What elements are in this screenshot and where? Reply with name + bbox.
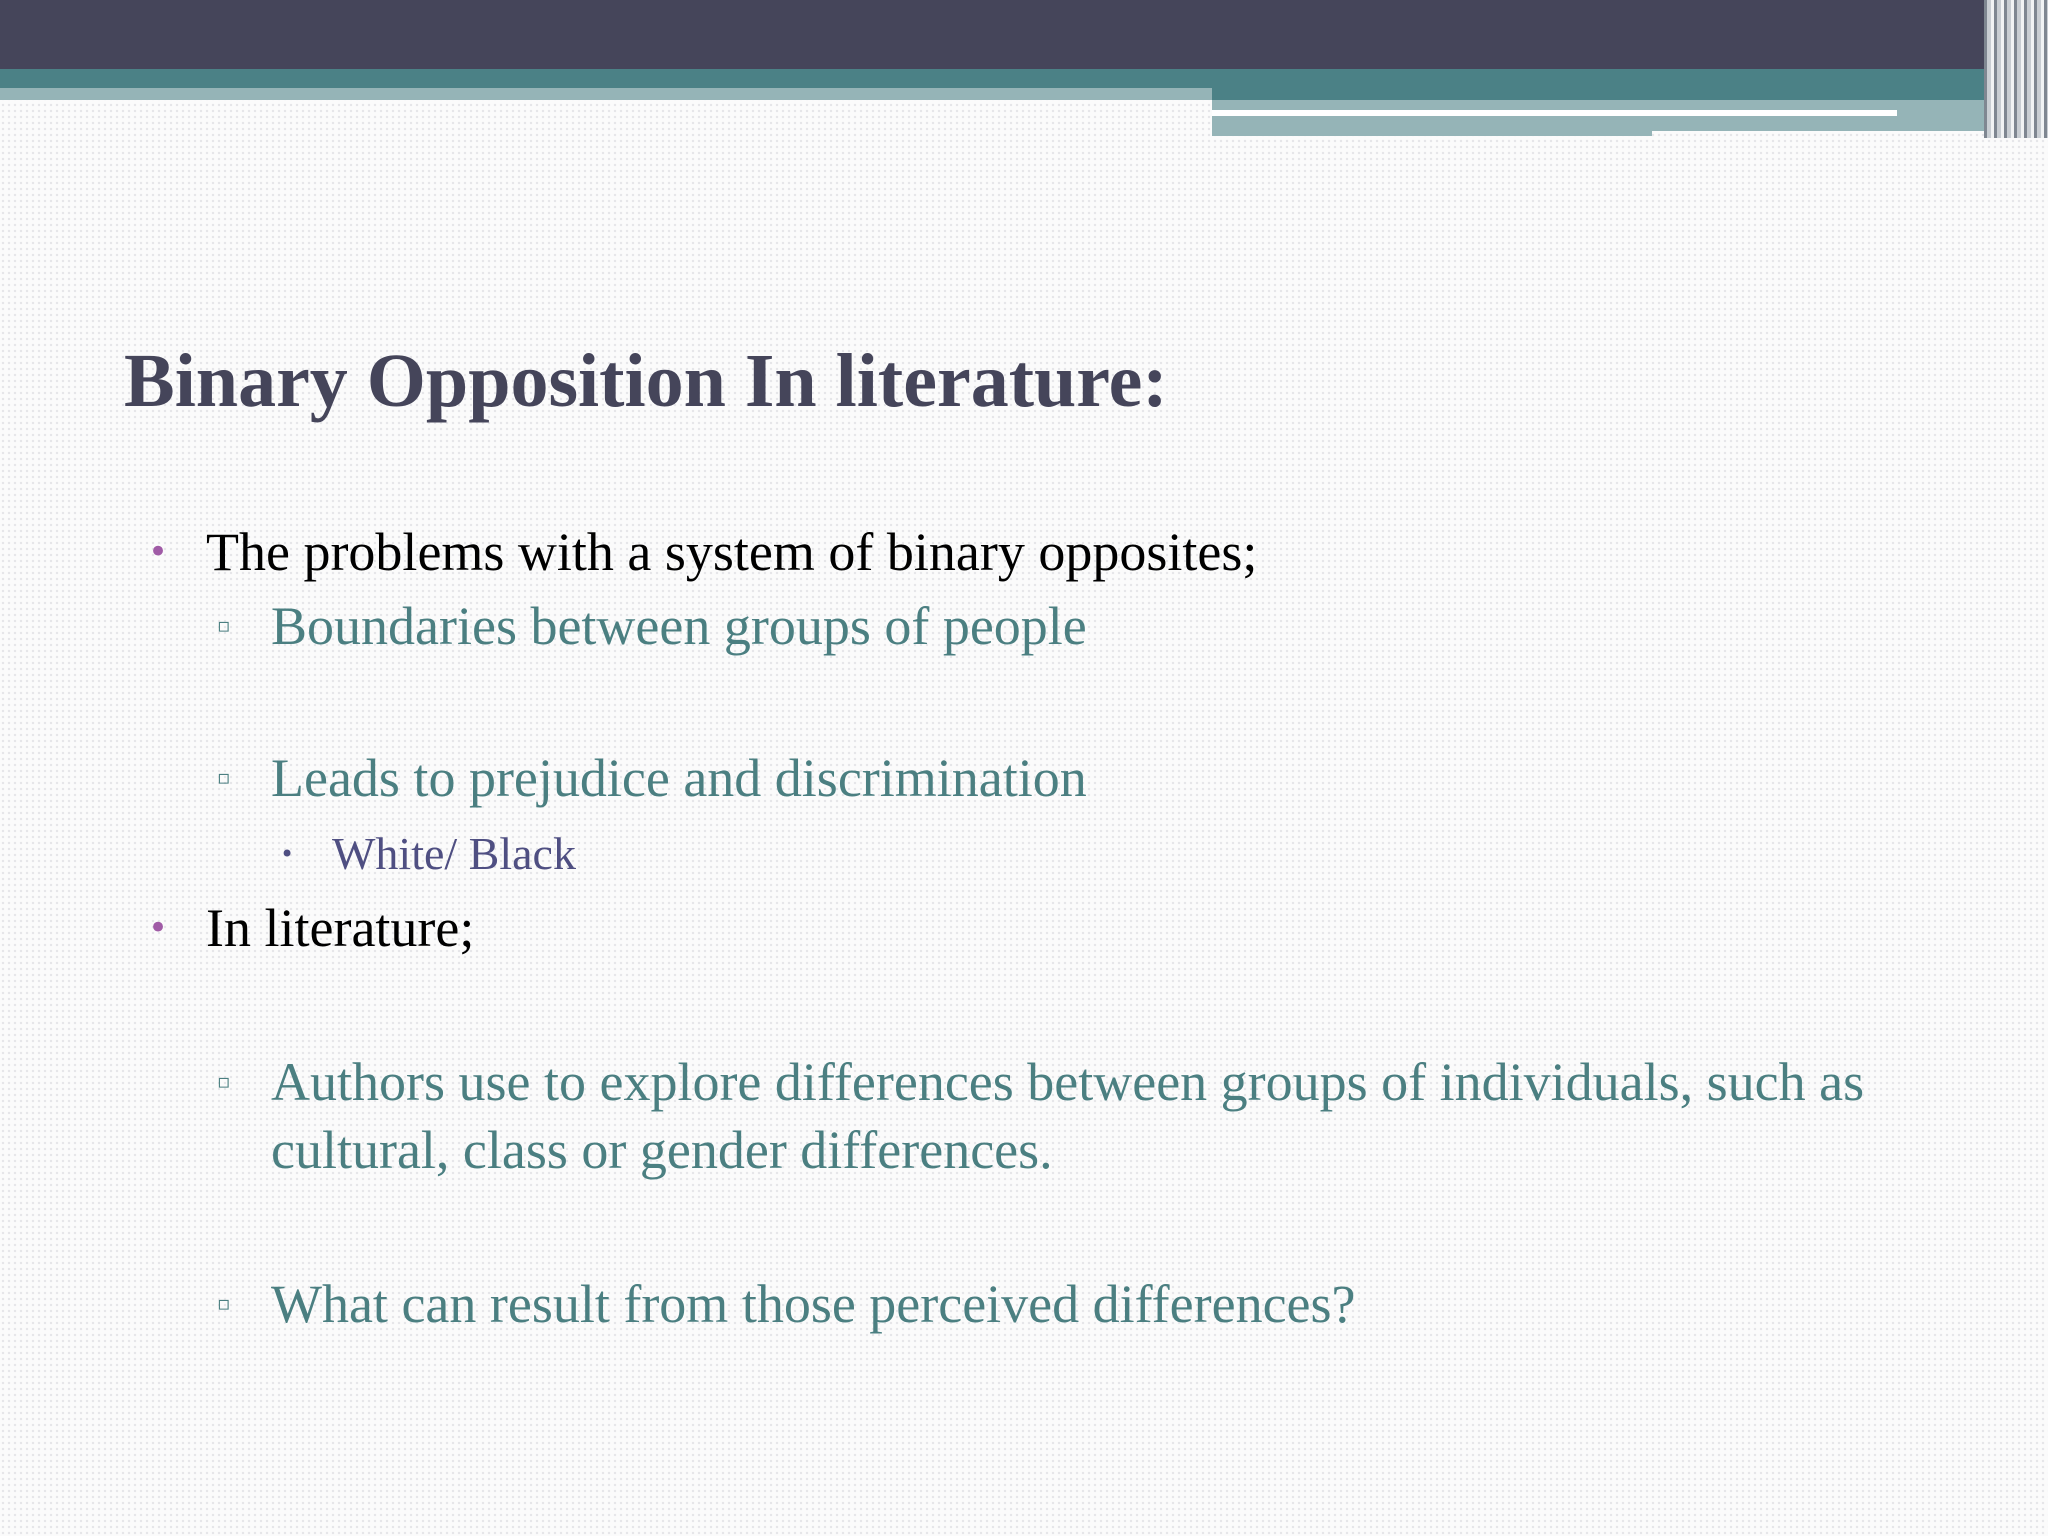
bullet-text: Leads to prejudice and discrimination: [271, 748, 1087, 808]
bullet-level2: [217, 1270, 1355, 1338]
bullet-dot-icon: •: [148, 532, 169, 572]
header-light-line-left: [0, 88, 1212, 100]
header-light-bar: [1212, 100, 1652, 136]
bullet-dot-icon: •: [148, 908, 169, 948]
bullet-text: In literature;: [206, 898, 475, 958]
bullet-text: White/ Black: [332, 828, 576, 879]
bullet-text: Boundaries between groups of people: [271, 596, 1087, 656]
header-teal-band-left: [0, 69, 1212, 88]
bullet-text: Authors use to explore differences between groups of individuals, such as cultural, class or gender differences.: [271, 1052, 1865, 1180]
header-teal-band-right: [1212, 69, 2002, 100]
bullet-level2: [217, 744, 1087, 812]
header-stripes: [1984, 0, 2048, 138]
bullet-level1: [148, 896, 474, 960]
square-bullet-icon: ▫: [217, 613, 231, 637]
bullet-text: The problems with a system of binary opposites;: [206, 522, 1258, 582]
header-dark-band: [0, 0, 2048, 69]
bullet-level1: [148, 520, 1257, 584]
square-bullet-icon: ▫: [217, 1291, 231, 1315]
bullet-level3: [280, 826, 576, 882]
bullet-level2: [217, 592, 1087, 660]
slide-title: Binary Opposition In literature:: [124, 339, 1168, 423]
header-white-line: [1212, 110, 1897, 116]
small-dot-icon: •: [280, 840, 295, 868]
square-bullet-icon: ▫: [217, 765, 231, 789]
bullet-text: What can result from those perceived differences?: [271, 1274, 1356, 1334]
square-bullet-icon: ▫: [217, 1069, 231, 1093]
bullet-level2: [217, 1048, 1951, 1184]
